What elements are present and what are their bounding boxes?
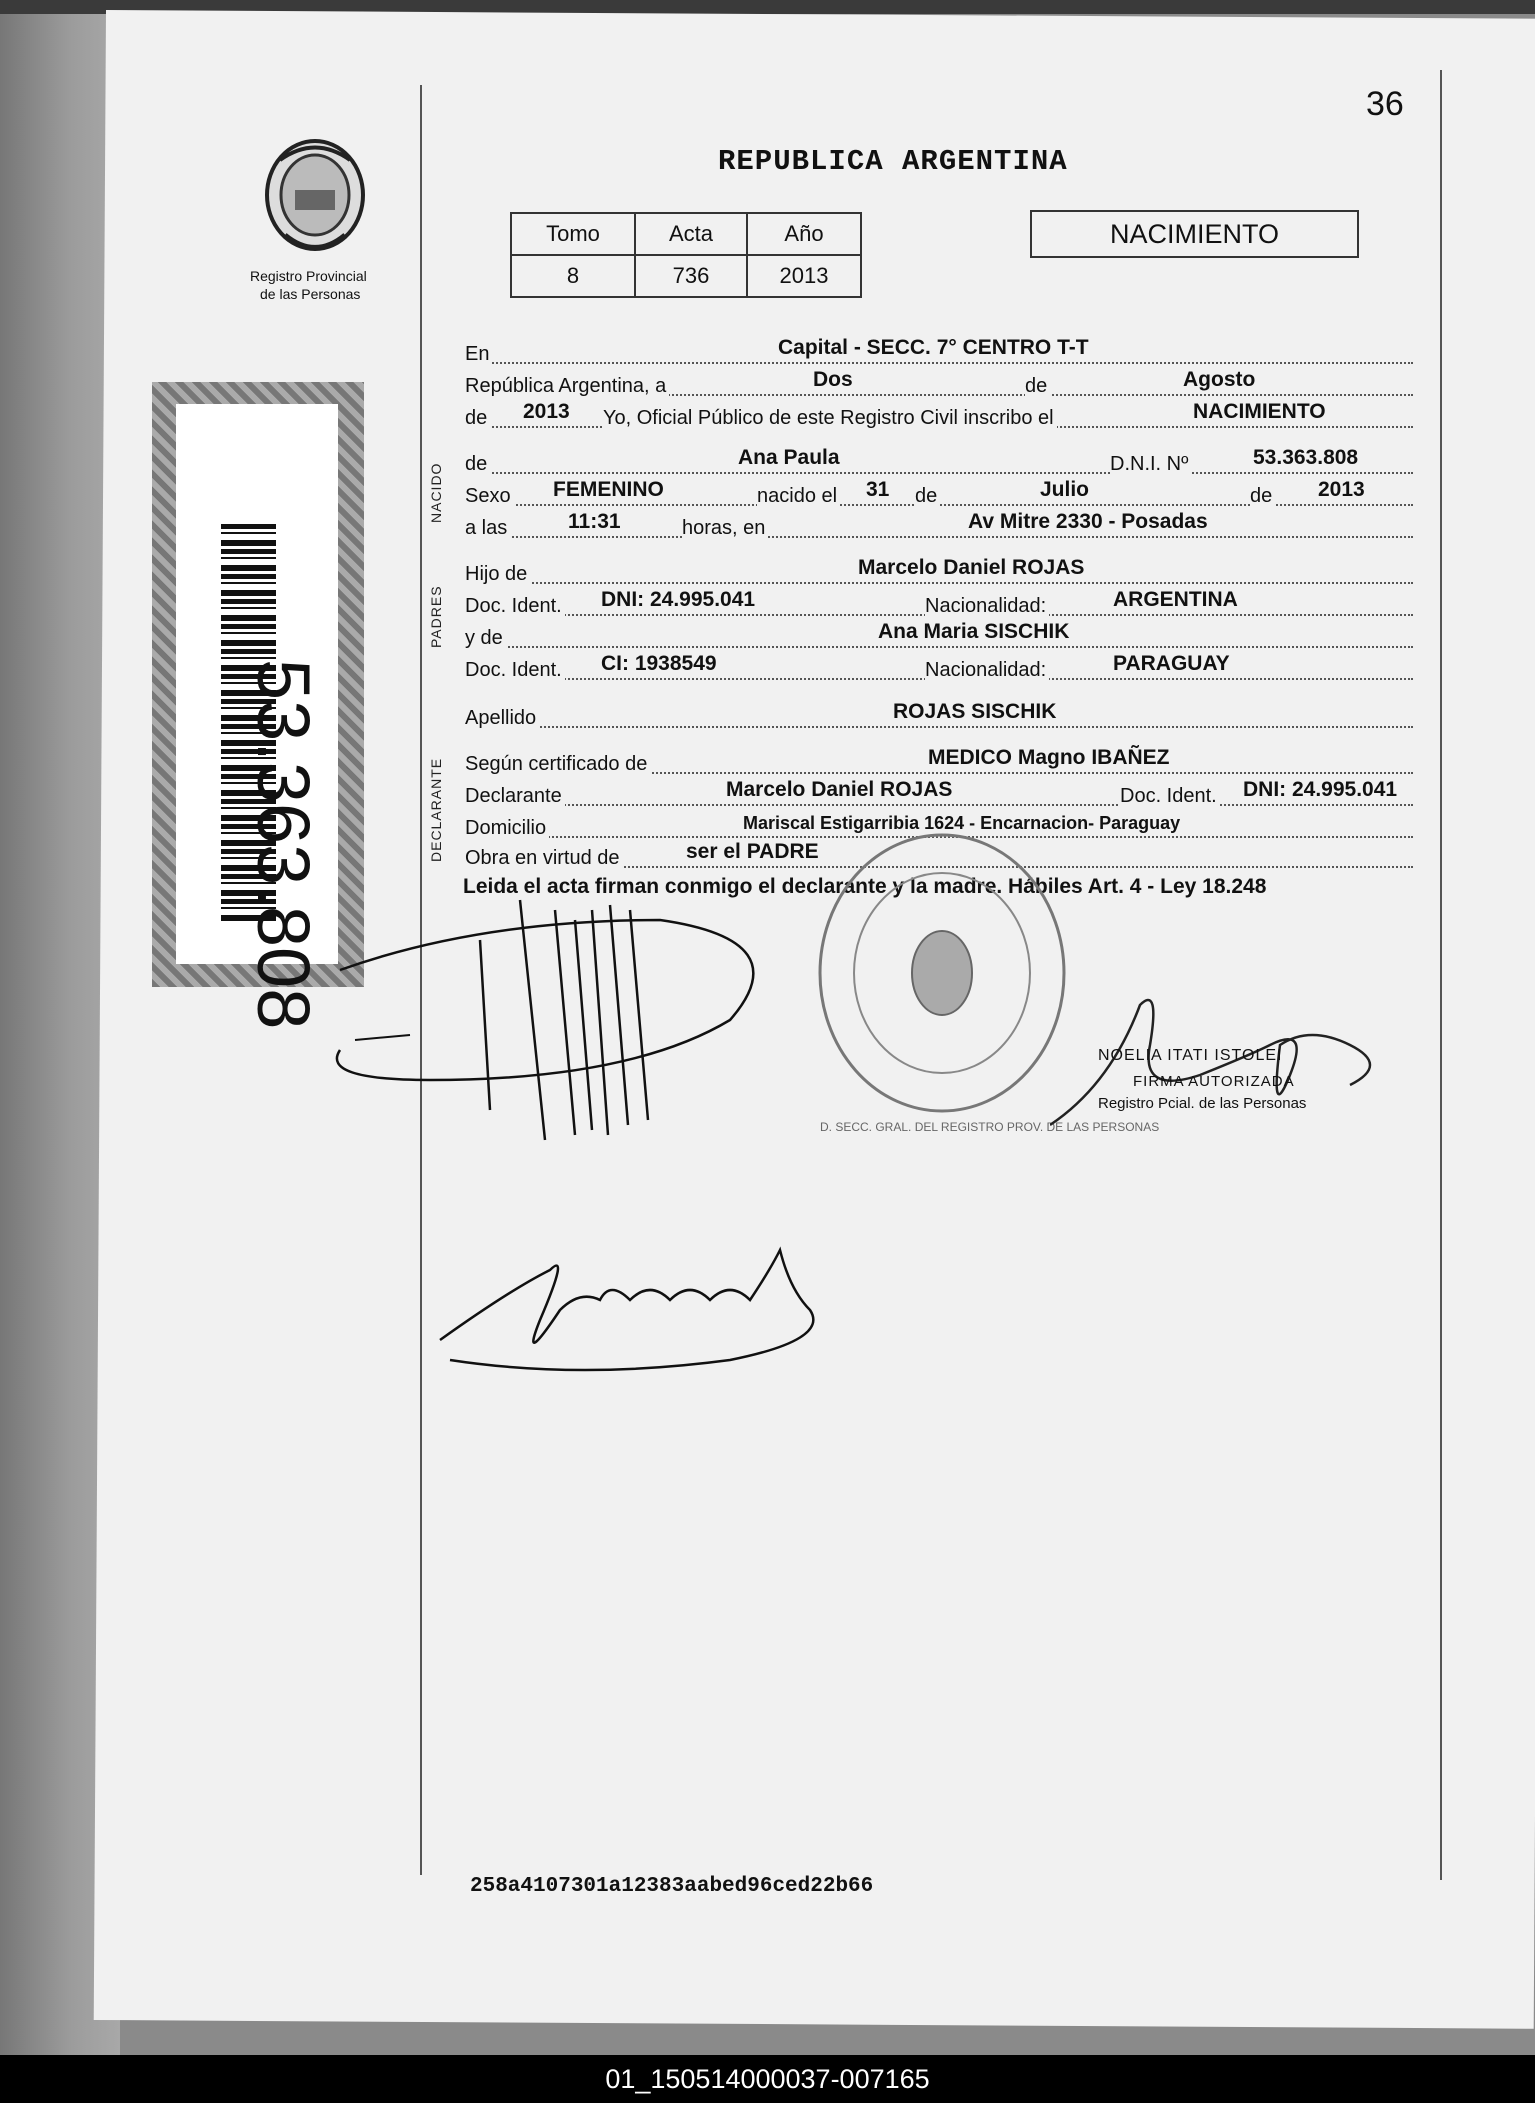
dotted-line	[465, 362, 1413, 364]
declarante-doc-label: Doc. Ident.	[1120, 785, 1220, 808]
inscribo-value: NACIMIENTO	[1190, 400, 1329, 424]
de2-label: de	[465, 407, 490, 430]
declarant-signature	[330, 880, 850, 1200]
lower-signature-icon	[430, 1230, 880, 1390]
side-label-declarante: DECLARANTE	[428, 757, 444, 862]
dni-label: D.N.I. Nº	[1110, 453, 1191, 476]
row-oficial	[465, 402, 1413, 432]
domicilio-value: Mariscal Estigarribia 1624 - Encarnacion- Paraguay	[740, 813, 1183, 834]
dni-value: 53.363.808	[1250, 446, 1361, 470]
anio-value: 2013	[747, 255, 861, 297]
doc-label-2: Doc. Ident.	[465, 659, 565, 682]
declarante-value: Marcelo Daniel ROJAS	[723, 778, 955, 802]
declarante-doc: DNI: 24.995.041	[1240, 778, 1400, 802]
official-authority: FIRMA AUTORIZADA	[1133, 1073, 1295, 1090]
acta-header: Acta	[635, 213, 747, 255]
anio-header: Año	[747, 213, 861, 255]
dotted-line	[465, 646, 1413, 648]
sexo-label: Sexo	[465, 485, 514, 508]
page-number: 36	[1366, 85, 1404, 123]
madre-doc: CI: 1938549	[598, 652, 720, 676]
row-hora	[465, 512, 1413, 542]
right-margin-rule	[1440, 70, 1442, 1880]
side-label-padres: PADRES	[428, 585, 444, 648]
coat-of-arms-icon	[255, 135, 375, 265]
de-label: de	[1025, 375, 1050, 398]
acta-value: 736	[635, 255, 747, 297]
row-republica	[465, 370, 1413, 400]
dotted-line	[465, 804, 1413, 806]
sexo-value: FEMENINO	[550, 478, 667, 502]
record-kind-box: NACIMIENTO	[1030, 210, 1359, 258]
mes-value: Agosto	[1180, 368, 1258, 392]
doc-label: Doc. Ident.	[465, 595, 565, 618]
certificado-label: Según certificado de	[465, 753, 650, 776]
dotted-line	[465, 536, 1413, 538]
padre-nac: ARGENTINA	[1110, 588, 1241, 612]
dotted-line	[465, 582, 1413, 584]
logo-caption-2: de las Personas	[260, 286, 361, 302]
round-seal-icon	[815, 828, 1070, 1118]
alas-label: a las	[465, 517, 510, 540]
lower-signature	[430, 1230, 880, 1390]
register-table	[510, 212, 862, 298]
nacido-label: nacido el	[757, 485, 840, 508]
document-hash: 258a4107301a12383aabed96ced22b66	[470, 1875, 874, 1898]
row-hijo	[465, 558, 1413, 588]
row-en	[465, 338, 1413, 368]
closing-statement: Leida el acta firman conmigo el declarante y la madre. Hábiles Art. 4 - Ley 18.248	[463, 875, 1267, 898]
madre-nac: PARAGUAY	[1110, 652, 1233, 676]
lugar-value: Av Mitre 2330 - Posadas	[965, 510, 1211, 534]
dia-value: Dos	[810, 368, 856, 392]
logo-caption-1: Registro Provincial	[250, 268, 367, 284]
row-apellido	[465, 702, 1413, 732]
oficial-text: Yo, Oficial Público de este Registro Civil inscribo el	[603, 407, 1057, 430]
province-logo	[255, 135, 375, 265]
madre-value: Ana Maria SISCHIK	[875, 620, 1072, 644]
republica-label: República Argentina, a	[465, 375, 669, 398]
en-value: Capital - SECC. 7° CENTRO T-T	[775, 336, 1092, 360]
obra-value: ser el PADRE	[683, 840, 822, 864]
official-seal	[815, 828, 1070, 1118]
nombre-label: de	[465, 453, 490, 476]
footer-id-bar: 01_150514000037-007165	[0, 2055, 1535, 2103]
row-nombre	[465, 448, 1413, 478]
official-name: NOELIA ITATI ISTOLEI	[1098, 1047, 1283, 1064]
dotted-line	[465, 472, 1413, 474]
anio-inscripcion: 2013	[520, 400, 573, 424]
nombre-value: Ana Paula	[735, 446, 843, 470]
row-madre-doc	[465, 654, 1413, 684]
row-madre	[465, 622, 1413, 652]
padre-doc: DNI: 24.995.041	[598, 588, 758, 612]
yde-label: y de	[465, 627, 506, 650]
domicilio-label: Domicilio	[465, 817, 549, 840]
barcode-label	[176, 404, 338, 1030]
side-label-nacido: NACIDO	[428, 462, 444, 523]
declarante-label: Declarante	[465, 785, 565, 808]
en-label: En	[465, 343, 492, 366]
obra-label: Obra en virtud de	[465, 847, 623, 870]
nacido-anio: 2013	[1315, 478, 1368, 502]
official-office: Registro Pcial. de las Personas	[1098, 1095, 1307, 1112]
nac-label: Nacionalidad:	[925, 595, 1049, 618]
handwritten-signature-icon	[330, 880, 850, 1200]
row-declarante	[465, 780, 1413, 810]
hijo-label: Hijo de	[465, 563, 530, 586]
row-certificado	[465, 748, 1413, 778]
padre-value: Marcelo Daniel ROJAS	[855, 556, 1087, 580]
hora-value: 11:31	[565, 510, 624, 534]
nac-label-2: Nacionalidad:	[925, 659, 1049, 682]
dotted-line	[465, 726, 1413, 728]
row-sexo	[465, 480, 1413, 510]
barcode-number: 53.363.808	[242, 659, 325, 1030]
tomo-header: Tomo	[511, 213, 635, 255]
tomo-value: 8	[511, 255, 635, 297]
nacido-de-label: de	[915, 485, 940, 508]
horas-label: horas, en	[682, 517, 768, 540]
nacido-mes: Julio	[1037, 478, 1092, 502]
nacido-dia: 31	[863, 478, 892, 502]
seal-text: D. SECC. GRAL. DEL REGISTRO PROV. DE LAS PERSONAS	[820, 1120, 1160, 1134]
certificado-value: MEDICO Magno IBAÑEZ	[925, 746, 1173, 770]
row-padre-doc	[465, 590, 1413, 620]
document-title: REPUBLICA ARGENTINA	[718, 145, 1068, 178]
apellido-value: ROJAS SISCHIK	[890, 700, 1059, 724]
nacido-de2-label: de	[1250, 485, 1275, 508]
apellido-label: Apellido	[465, 707, 539, 730]
